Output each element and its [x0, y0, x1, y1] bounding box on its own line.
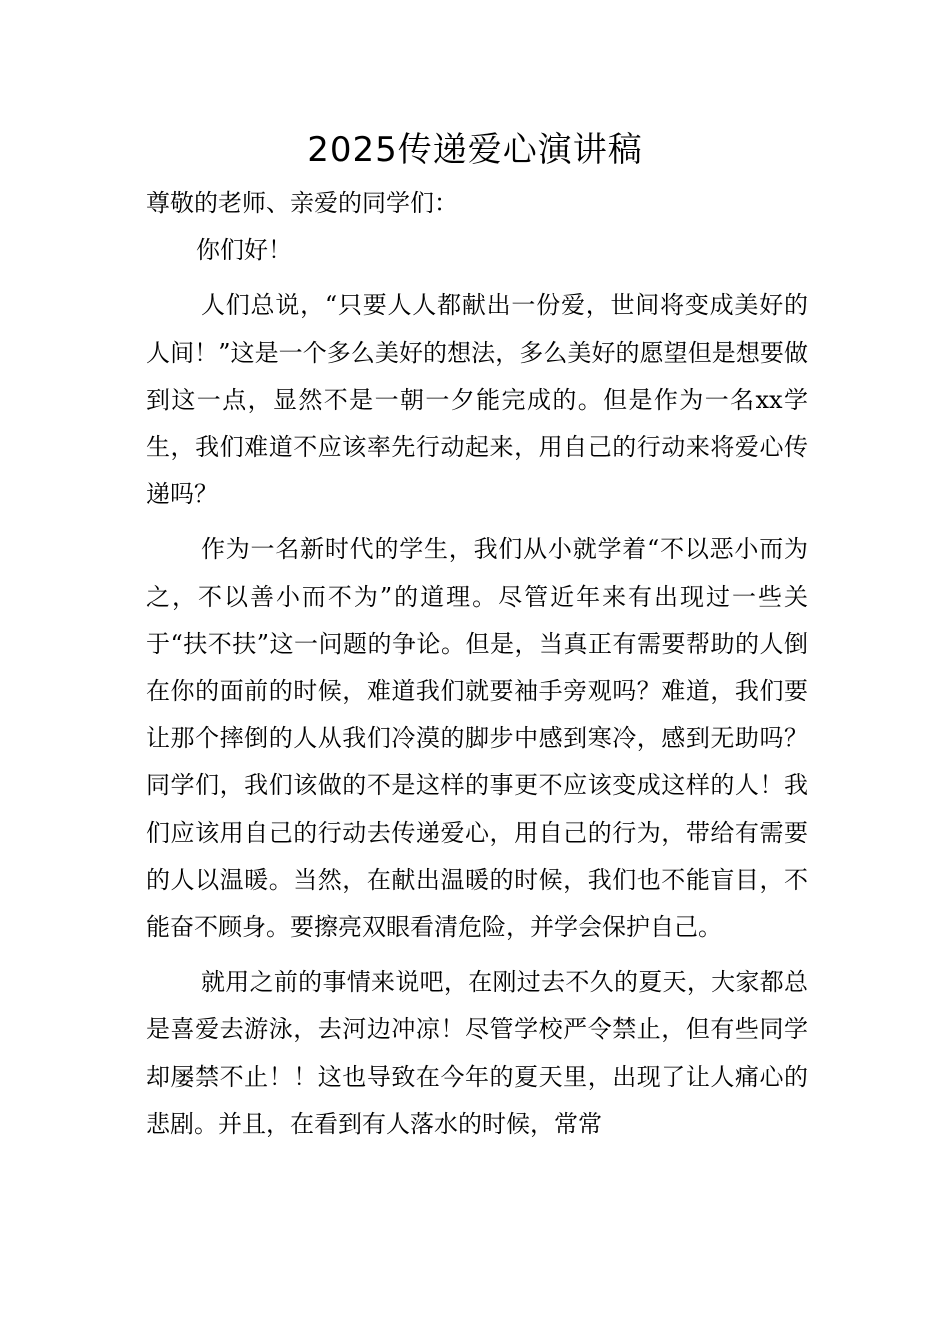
paragraph-1: 人们总说，“只要人人都献出一份爱，世间将变成美好的人间！”这是一个多么美好的想法，多么美好的愿望但是想要做到这一点，显然不是一朝一夕能完成的。但是作为一名xx学生，我们难道不应该率先行动起来，用自己的行动来将爱心传递吗？ — [146, 291, 808, 509]
paragraph-3: 就用之前的事情来说吧，在刚过去不久的夏天，大家都总是喜爱去游泳，去河边冲凉！尽管学校严令禁止，但有些同学却屡禁不止！！这也导致在今年的夏天里，出现了让人痛心的悲剧。并且，在看到有人落水的时候，常常 — [146, 968, 808, 1138]
paragraph-2: 作为一名新时代的学生，我们从小就学着“不以恶小而为之，不以善小而不为”的道理。尽管近年来有出现过一些关于“扶不扶”这一问题的争论。但是，当真正有需要帮助的人倒在你的面前的时候，难道我们就要袖手旁观吗？难道，我们要让那个摔倒的人从我们冷漠的脚步中感到寒冷，感到无助吗？同学们，我们该做的不是这样的事更不应该变成这样的人！我们应该用自己的行动去传递爱心，用自己的行为，带给有需要的人以温暖。当然，在献出温暖的时候，我们也不能盲目，不能奋不顾身。要擦亮双眼看清危险，并学会保护自己。 — [146, 535, 808, 942]
salutation: 尊敬的老师、亲爱的同学们： — [146, 189, 458, 217]
document-body — [146, 180, 808, 1156]
document-title: 2025传递爱心演讲稿 — [307, 130, 643, 170]
greeting: 你们好！ — [196, 236, 292, 265]
